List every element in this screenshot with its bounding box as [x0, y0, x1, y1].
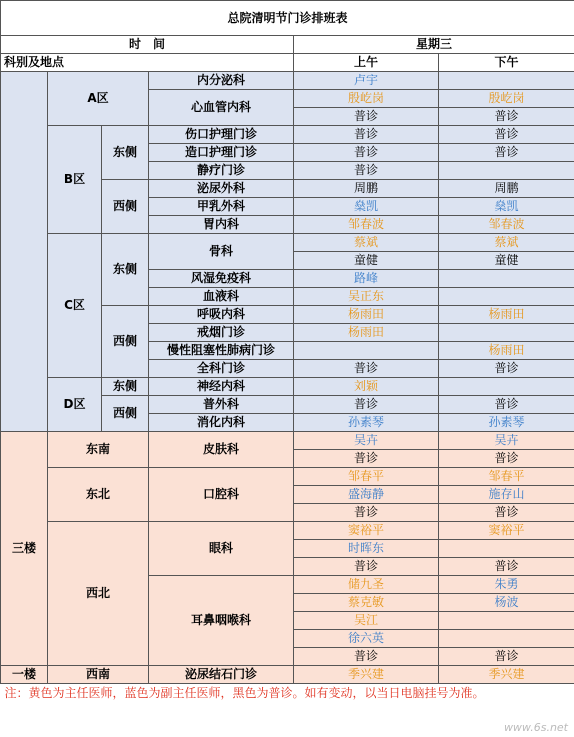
am-doctor: 殷屹岗	[294, 90, 439, 108]
pm-doctor: 普诊	[439, 450, 574, 468]
pm-doctor	[439, 288, 574, 306]
zone-b-west: 西侧	[102, 180, 149, 234]
am-doctor: 蔡克敏	[294, 594, 439, 612]
dept-name: 消化内科	[149, 414, 294, 432]
pm-doctor	[439, 630, 574, 648]
dept-name: 慢性阻塞性肺病门诊	[149, 342, 294, 360]
pm-doctor: 杨雨田	[439, 306, 574, 324]
time-header: 时 间	[1, 36, 294, 54]
dept-name: 呼吸内科	[149, 306, 294, 324]
dept-location-header: 科别及地点	[1, 54, 294, 72]
am-doctor: 普诊	[294, 648, 439, 666]
dept-name: 心血管内科	[149, 90, 294, 126]
am-doctor: 吴江	[294, 612, 439, 630]
pm-doctor: 邹春平	[439, 468, 574, 486]
am-doctor: 窦裕平	[294, 522, 439, 540]
dept-name: 泌尿结石门诊	[149, 666, 294, 684]
am-doctor: 童健	[294, 252, 439, 270]
am-doctor: 盛海静	[294, 486, 439, 504]
zone-northeast: 东北	[48, 468, 149, 522]
pm-doctor: 季兴建	[439, 666, 574, 684]
am-doctor: 普诊	[294, 162, 439, 180]
pm-doctor: 普诊	[439, 558, 574, 576]
am-doctor: 杨雨田	[294, 324, 439, 342]
zone-d: D区	[48, 378, 102, 432]
am-doctor: 吴正东	[294, 288, 439, 306]
zone-b-east: 东侧	[102, 126, 149, 180]
pm-doctor: 殷屹岗	[439, 90, 574, 108]
dept-name: 血液科	[149, 288, 294, 306]
pm-doctor: 窦裕平	[439, 522, 574, 540]
floor-1: 一楼	[1, 666, 48, 684]
dept-name: 胃内科	[149, 216, 294, 234]
zone-d-east: 东侧	[102, 378, 149, 396]
pm-doctor: 施存山	[439, 486, 574, 504]
pm-doctor: 普诊	[439, 648, 574, 666]
zone-c-west: 西侧	[102, 306, 149, 378]
zone-c-east: 东侧	[102, 234, 149, 306]
pm-doctor: 普诊	[439, 504, 574, 522]
pm-doctor: 普诊	[439, 396, 574, 414]
am-doctor: 卢宇	[294, 72, 439, 90]
am-doctor: 普诊	[294, 360, 439, 378]
pm-doctor: 燊凯	[439, 198, 574, 216]
pm-doctor: 童健	[439, 252, 574, 270]
zone-b: B区	[48, 126, 102, 234]
pm-doctor	[439, 378, 574, 396]
pm-doctor: 周鹏	[439, 180, 574, 198]
am-doctor: 时晖东	[294, 540, 439, 558]
am-doctor: 周鹏	[294, 180, 439, 198]
dept-name: 戒烟门诊	[149, 324, 294, 342]
pm-doctor: 杨雨田	[439, 342, 574, 360]
am-doctor: 孙素琴	[294, 414, 439, 432]
pm-doctor: 普诊	[439, 360, 574, 378]
dept-name: 全科门诊	[149, 360, 294, 378]
dept-name: 造口护理门诊	[149, 144, 294, 162]
dept-name: 伤口护理门诊	[149, 126, 294, 144]
am-doctor: 普诊	[294, 396, 439, 414]
am-doctor: 刘颖	[294, 378, 439, 396]
dept-name: 口腔科	[149, 468, 294, 522]
am-doctor: 邹春波	[294, 216, 439, 234]
zone-d-west: 西侧	[102, 396, 149, 432]
am-doctor: 普诊	[294, 108, 439, 126]
pm-doctor: 孙素琴	[439, 414, 574, 432]
dept-name: 风湿免疫科	[149, 270, 294, 288]
pm-doctor: 朱勇	[439, 576, 574, 594]
am-doctor: 普诊	[294, 126, 439, 144]
pm-doctor	[439, 612, 574, 630]
pm-doctor	[439, 162, 574, 180]
am-doctor: 路峰	[294, 270, 439, 288]
am-doctor: 蔡斌	[294, 234, 439, 252]
am-doctor: 徐六英	[294, 630, 439, 648]
zone-a: A区	[48, 72, 149, 126]
pm-doctor: 普诊	[439, 108, 574, 126]
am-doctor: 普诊	[294, 144, 439, 162]
floor-3: 三楼	[1, 432, 48, 666]
page-title: 总院清明节门诊排班表	[1, 1, 574, 36]
dept-name: 泌尿外科	[149, 180, 294, 198]
am-doctor: 燊凯	[294, 198, 439, 216]
pm-doctor: 吴卉	[439, 432, 574, 450]
pm-doctor	[439, 324, 574, 342]
am-doctor	[294, 342, 439, 360]
am-doctor: 邹春平	[294, 468, 439, 486]
dept-name: 骨科	[149, 234, 294, 270]
dept-name: 耳鼻咽喉科	[149, 576, 294, 666]
pm-doctor: 普诊	[439, 144, 574, 162]
dept-name: 神经内科	[149, 378, 294, 396]
watermark: www.6s.net	[503, 721, 568, 734]
am-doctor: 杨雨田	[294, 306, 439, 324]
pm-doctor: 普诊	[439, 126, 574, 144]
pm-doctor	[439, 72, 574, 90]
pm-header: 下午	[439, 54, 574, 72]
am-header: 上午	[294, 54, 439, 72]
zone-northwest: 西北	[48, 522, 149, 666]
dept-name: 甲乳外科	[149, 198, 294, 216]
pm-doctor: 杨波	[439, 594, 574, 612]
am-doctor: 普诊	[294, 450, 439, 468]
dept-name: 内分泌科	[149, 72, 294, 90]
main-building-column	[1, 72, 48, 432]
am-doctor: 普诊	[294, 504, 439, 522]
dept-name: 普外科	[149, 396, 294, 414]
pm-doctor: 邹春波	[439, 216, 574, 234]
am-doctor: 季兴建	[294, 666, 439, 684]
day-header: 星期三	[294, 36, 574, 54]
pm-doctor	[439, 270, 574, 288]
dept-name: 眼科	[149, 522, 294, 576]
dept-name: 静疗门诊	[149, 162, 294, 180]
am-doctor: 储九圣	[294, 576, 439, 594]
pm-doctor	[439, 540, 574, 558]
zone-c: C区	[48, 234, 102, 378]
dept-name: 皮肤科	[149, 432, 294, 468]
am-doctor: 普诊	[294, 558, 439, 576]
zone-southwest: 西南	[48, 666, 149, 684]
legend-note: 注：黄色为主任医师，蓝色为副主任医师，黑色为普诊。如有变动，以当日电脑挂号为准。	[4, 686, 485, 700]
am-doctor: 吴卉	[294, 432, 439, 450]
pm-doctor: 蔡斌	[439, 234, 574, 252]
zone-southeast: 东南	[48, 432, 149, 468]
